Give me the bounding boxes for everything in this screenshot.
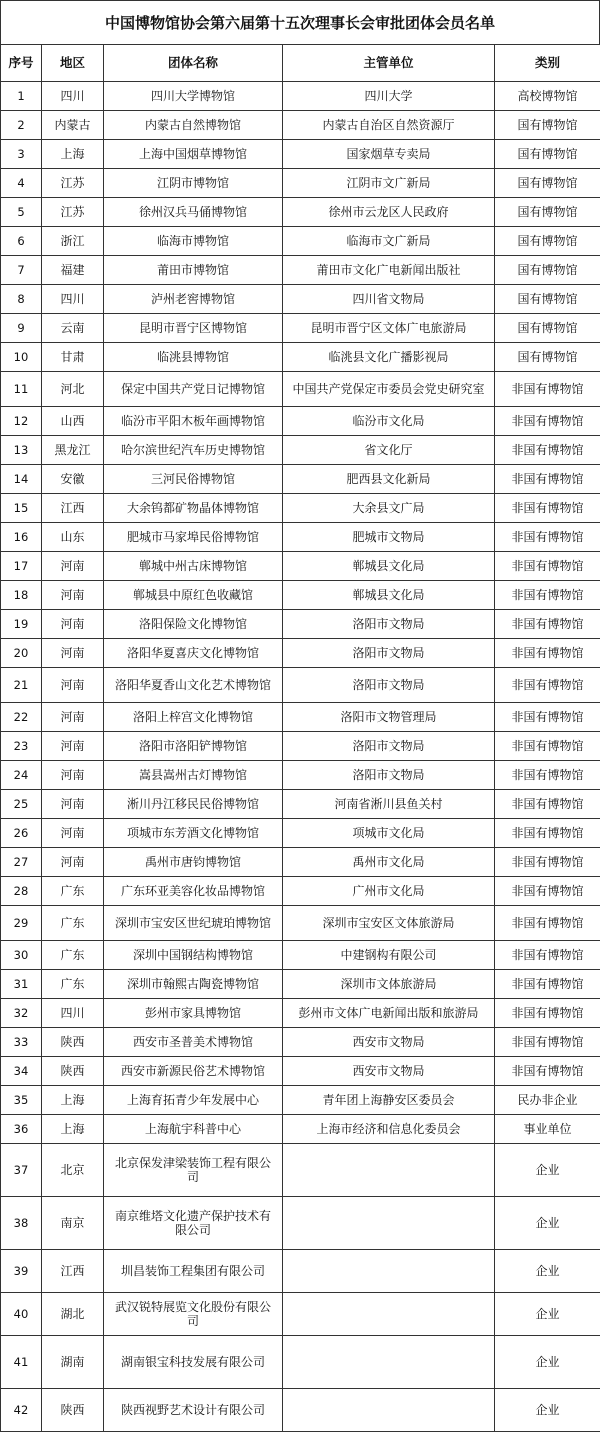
cell-org: 洛阳市文物局 (283, 668, 495, 703)
cell-org (283, 1197, 495, 1250)
cell-no: 5 (1, 198, 42, 227)
cell-type: 非国有博物馆 (495, 523, 600, 552)
cell-name: 莆田市博物馆 (104, 256, 283, 285)
cell-org: 徐州市云龙区人民政府 (283, 198, 495, 227)
cell-name: 洛阳华夏喜庆文化博物馆 (104, 639, 283, 668)
cell-name: 项城市东芳酒文化博物馆 (104, 819, 283, 848)
cell-no: 7 (1, 256, 42, 285)
cell-type: 非国有博物馆 (495, 1028, 600, 1057)
cell-no: 33 (1, 1028, 42, 1057)
cell-org: 洛阳市文物局 (283, 761, 495, 790)
cell-org: 彭州市文体广电新闻出版和旅游局 (283, 999, 495, 1028)
cell-region: 河南 (42, 668, 104, 703)
cell-region: 江西 (42, 1250, 104, 1293)
cell-name: 陕西视野艺术设计有限公司 (104, 1389, 283, 1432)
cell-org: 国家烟草专卖局 (283, 140, 495, 169)
cell-name: 临海市博物馆 (104, 227, 283, 256)
table-row (1, 1086, 600, 1115)
table-row (1, 227, 600, 256)
cell-name: 洛阳华夏香山文化艺术博物馆 (104, 668, 283, 703)
cell-org (283, 1250, 495, 1293)
cell-org: 深圳市文体旅游局 (283, 970, 495, 999)
cell-no: 10 (1, 343, 42, 372)
table-row (1, 1336, 600, 1389)
cell-name: 临洮县博物馆 (104, 343, 283, 372)
header-org: 主管单位 (283, 45, 495, 82)
cell-type: 国有博物馆 (495, 343, 600, 372)
table-row (1, 941, 600, 970)
cell-org: 临汾市文化局 (283, 407, 495, 436)
cell-name: 北京保发津梁装饰工程有限公司 (104, 1144, 283, 1197)
cell-type: 非国有博物馆 (495, 436, 600, 465)
cell-type: 国有博物馆 (495, 285, 600, 314)
cell-name: 江阴市博物馆 (104, 169, 283, 198)
table-row (1, 732, 600, 761)
cell-name: 内蒙古自然博物馆 (104, 111, 283, 140)
table-row (1, 1250, 600, 1293)
cell-type: 非国有博物馆 (495, 639, 600, 668)
cell-region: 江苏 (42, 198, 104, 227)
cell-org (283, 1389, 495, 1432)
cell-region: 广东 (42, 970, 104, 999)
table-row (1, 1028, 600, 1057)
cell-region: 河南 (42, 848, 104, 877)
cell-org: 洛阳市文物管理局 (283, 703, 495, 732)
cell-region: 上海 (42, 1086, 104, 1115)
cell-region: 江西 (42, 494, 104, 523)
cell-region: 广东 (42, 877, 104, 906)
cell-type: 非国有博物馆 (495, 1057, 600, 1086)
cell-name: 洛阳市洛阳铲博物馆 (104, 732, 283, 761)
cell-type: 非国有博物馆 (495, 790, 600, 819)
cell-org: 四川省文物局 (283, 285, 495, 314)
cell-region: 广东 (42, 941, 104, 970)
cell-no: 34 (1, 1057, 42, 1086)
cell-org: 郸城县文化局 (283, 581, 495, 610)
cell-no: 28 (1, 877, 42, 906)
cell-no: 23 (1, 732, 42, 761)
cell-region: 河南 (42, 552, 104, 581)
cell-name: 临汾市平阳木板年画博物馆 (104, 407, 283, 436)
header-no: 序号 (1, 45, 42, 82)
cell-no: 32 (1, 999, 42, 1028)
cell-no: 29 (1, 906, 42, 941)
cell-name: 泸州老窖博物馆 (104, 285, 283, 314)
cell-org: 中国共产党保定市委员会党史研究室 (283, 372, 495, 407)
table-row (1, 1293, 600, 1336)
table-row (1, 999, 600, 1028)
cell-region: 河北 (42, 372, 104, 407)
cell-type: 非国有博物馆 (495, 761, 600, 790)
cell-region: 四川 (42, 285, 104, 314)
table-row (1, 436, 600, 465)
table-row (1, 819, 600, 848)
cell-name: 彭州市家具博物馆 (104, 999, 283, 1028)
cell-region: 河南 (42, 703, 104, 732)
table-row (1, 140, 600, 169)
cell-name: 哈尔滨世纪汽车历史博物馆 (104, 436, 283, 465)
cell-region: 北京 (42, 1144, 104, 1197)
table-row (1, 581, 600, 610)
cell-type: 企业 (495, 1336, 600, 1389)
cell-no: 30 (1, 941, 42, 970)
cell-region: 上海 (42, 1115, 104, 1144)
table-row (1, 906, 600, 941)
cell-region: 河南 (42, 639, 104, 668)
cell-no: 14 (1, 465, 42, 494)
table-row (1, 343, 600, 372)
cell-no: 1 (1, 82, 42, 111)
cell-no: 15 (1, 494, 42, 523)
cell-org: 临洮县文化广播影视局 (283, 343, 495, 372)
cell-name: 郸城中州古床博物馆 (104, 552, 283, 581)
cell-name: 上海中国烟草博物馆 (104, 140, 283, 169)
header-region: 地区 (42, 45, 104, 82)
cell-org: 省文化厅 (283, 436, 495, 465)
cell-no: 25 (1, 790, 42, 819)
cell-name: 南京维塔文化遗产保护技术有限公司 (104, 1197, 283, 1250)
cell-type: 非国有博物馆 (495, 610, 600, 639)
cell-no: 42 (1, 1389, 42, 1432)
cell-no: 36 (1, 1115, 42, 1144)
cell-no: 24 (1, 761, 42, 790)
cell-org: 莆田市文化广电新闻出版社 (283, 256, 495, 285)
cell-type: 非国有博物馆 (495, 552, 600, 581)
cell-type: 非国有博物馆 (495, 703, 600, 732)
cell-name: 昆明市晋宁区博物馆 (104, 314, 283, 343)
cell-org: 上海市经济和信息化委员会 (283, 1115, 495, 1144)
cell-no: 18 (1, 581, 42, 610)
cell-no: 22 (1, 703, 42, 732)
cell-type: 企业 (495, 1250, 600, 1293)
cell-type: 非国有博物馆 (495, 906, 600, 941)
cell-no: 9 (1, 314, 42, 343)
cell-region: 安徽 (42, 465, 104, 494)
cell-region: 南京 (42, 1197, 104, 1250)
cell-type: 国有博物馆 (495, 256, 600, 285)
cell-type: 国有博物馆 (495, 314, 600, 343)
cell-name: 徐州汉兵马俑博物馆 (104, 198, 283, 227)
cell-name: 广东环亚美容化妆品博物馆 (104, 877, 283, 906)
cell-region: 江苏 (42, 169, 104, 198)
cell-no: 11 (1, 372, 42, 407)
cell-region: 四川 (42, 82, 104, 111)
cell-type: 非国有博物馆 (495, 372, 600, 407)
cell-no: 3 (1, 140, 42, 169)
table-row (1, 372, 600, 407)
cell-region: 内蒙古 (42, 111, 104, 140)
cell-region: 广东 (42, 906, 104, 941)
cell-type: 企业 (495, 1389, 600, 1432)
cell-org: 项城市文化局 (283, 819, 495, 848)
cell-no: 39 (1, 1250, 42, 1293)
cell-org: 临海市文广新局 (283, 227, 495, 256)
cell-no: 4 (1, 169, 42, 198)
cell-no: 17 (1, 552, 42, 581)
cell-region: 云南 (42, 314, 104, 343)
cell-no: 19 (1, 610, 42, 639)
cell-org: 广州市文化局 (283, 877, 495, 906)
table-row (1, 169, 600, 198)
cell-name: 洛阳上梓宫文化博物馆 (104, 703, 283, 732)
header-type: 类别 (495, 45, 600, 82)
table-row (1, 1197, 600, 1250)
cell-name: 深圳市翰熙古陶瓷博物馆 (104, 970, 283, 999)
cell-region: 上海 (42, 140, 104, 169)
cell-type: 非国有博物馆 (495, 668, 600, 703)
cell-name: 西安市圣普美术博物馆 (104, 1028, 283, 1057)
cell-name: 深圳市宝安区世纪琥珀博物馆 (104, 906, 283, 941)
table-row (1, 111, 600, 140)
cell-name: 武汉锐特展览文化股份有限公司 (104, 1293, 283, 1336)
cell-no: 35 (1, 1086, 42, 1115)
cell-name: 上海航宇科普中心 (104, 1115, 283, 1144)
cell-name: 西安市新源民俗艺术博物馆 (104, 1057, 283, 1086)
cell-name: 嵩县嵩州古灯博物馆 (104, 761, 283, 790)
cell-name: 深圳中国钢结构博物馆 (104, 941, 283, 970)
table-row (1, 285, 600, 314)
table-row (1, 1144, 600, 1197)
cell-no: 26 (1, 819, 42, 848)
cell-type: 非国有博物馆 (495, 848, 600, 877)
cell-type: 企业 (495, 1144, 600, 1197)
table-row (1, 639, 600, 668)
cell-region: 河南 (42, 790, 104, 819)
table-row (1, 1389, 600, 1432)
cell-no: 31 (1, 970, 42, 999)
cell-region: 浙江 (42, 227, 104, 256)
table-row (1, 877, 600, 906)
cell-name: 郸城县中原红色收藏馆 (104, 581, 283, 610)
cell-region: 河南 (42, 761, 104, 790)
cell-region: 湖北 (42, 1293, 104, 1336)
cell-org: 洛阳市文物局 (283, 732, 495, 761)
cell-type: 国有博物馆 (495, 140, 600, 169)
cell-no: 16 (1, 523, 42, 552)
cell-name: 三河民俗博物馆 (104, 465, 283, 494)
cell-type: 非国有博物馆 (495, 819, 600, 848)
cell-no: 37 (1, 1144, 42, 1197)
cell-region: 河南 (42, 581, 104, 610)
cell-org (283, 1293, 495, 1336)
cell-no: 2 (1, 111, 42, 140)
cell-org: 昆明市晋宁区文体广电旅游局 (283, 314, 495, 343)
cell-no: 40 (1, 1293, 42, 1336)
cell-org (283, 1144, 495, 1197)
cell-region: 陕西 (42, 1057, 104, 1086)
cell-name: 湖南银宝科技发展有限公司 (104, 1336, 283, 1389)
cell-org: 肥城市文物局 (283, 523, 495, 552)
cell-org: 大余县文广局 (283, 494, 495, 523)
table-row (1, 790, 600, 819)
cell-no: 8 (1, 285, 42, 314)
cell-region: 山西 (42, 407, 104, 436)
table-row (1, 314, 600, 343)
cell-no: 6 (1, 227, 42, 256)
cell-region: 四川 (42, 999, 104, 1028)
cell-type: 非国有博物馆 (495, 877, 600, 906)
cell-org: 西安市文物局 (283, 1057, 495, 1086)
cell-name: 四川大学博物馆 (104, 82, 283, 111)
cell-region: 山东 (42, 523, 104, 552)
cell-org: 肥西县文化新局 (283, 465, 495, 494)
table-header-row (1, 45, 600, 82)
cell-name: 圳昌装饰工程集团有限公司 (104, 1250, 283, 1293)
cell-name: 保定中国共产党日记博物馆 (104, 372, 283, 407)
cell-org: 深圳市宝安区文体旅游局 (283, 906, 495, 941)
table-row (1, 848, 600, 877)
cell-type: 企业 (495, 1197, 600, 1250)
member-table (0, 44, 600, 1432)
cell-type: 国有博物馆 (495, 169, 600, 198)
cell-region: 黑龙江 (42, 436, 104, 465)
header-name: 团体名称 (104, 45, 283, 82)
cell-org: 郸城县文化局 (283, 552, 495, 581)
table-row (1, 523, 600, 552)
document-title: 中国博物馆协会第六届第十五次理事长会审批团体会员名单 (0, 0, 600, 44)
cell-type: 非国有博物馆 (495, 732, 600, 761)
cell-type: 高校博物馆 (495, 82, 600, 111)
cell-org: 江阴市文广新局 (283, 169, 495, 198)
table-row (1, 1057, 600, 1086)
cell-org: 禹州市文化局 (283, 848, 495, 877)
cell-region: 湖南 (42, 1336, 104, 1389)
table-row (1, 407, 600, 436)
cell-org: 洛阳市文物局 (283, 639, 495, 668)
cell-type: 非国有博物馆 (495, 581, 600, 610)
cell-name: 肥城市马家埠民俗博物馆 (104, 523, 283, 552)
cell-type: 非国有博物馆 (495, 494, 600, 523)
cell-org: 青年团上海静安区委员会 (283, 1086, 495, 1115)
table-row (1, 761, 600, 790)
cell-region: 陕西 (42, 1028, 104, 1057)
table-row (1, 552, 600, 581)
cell-no: 21 (1, 668, 42, 703)
table-row (1, 198, 600, 227)
cell-region: 甘肃 (42, 343, 104, 372)
cell-region: 福建 (42, 256, 104, 285)
cell-no: 27 (1, 848, 42, 877)
cell-name: 淅川丹江移民民俗博物馆 (104, 790, 283, 819)
cell-type: 事业单位 (495, 1115, 600, 1144)
table-row (1, 494, 600, 523)
cell-no: 38 (1, 1197, 42, 1250)
cell-region: 河南 (42, 610, 104, 639)
cell-no: 20 (1, 639, 42, 668)
cell-name: 大余钨都矿物晶体博物馆 (104, 494, 283, 523)
cell-org: 洛阳市文物局 (283, 610, 495, 639)
cell-type: 非国有博物馆 (495, 941, 600, 970)
table-row (1, 610, 600, 639)
cell-org: 西安市文物局 (283, 1028, 495, 1057)
table-row (1, 465, 600, 494)
cell-region: 陕西 (42, 1389, 104, 1432)
cell-type: 非国有博物馆 (495, 999, 600, 1028)
cell-no: 12 (1, 407, 42, 436)
cell-org: 中建钢构有限公司 (283, 941, 495, 970)
cell-name: 禹州市唐钧博物馆 (104, 848, 283, 877)
cell-region: 河南 (42, 819, 104, 848)
table-row (1, 703, 600, 732)
cell-type: 国有博物馆 (495, 227, 600, 256)
cell-type: 非国有博物馆 (495, 465, 600, 494)
cell-type: 国有博物馆 (495, 111, 600, 140)
table-row (1, 668, 600, 703)
cell-region: 河南 (42, 732, 104, 761)
table-body (1, 82, 600, 1432)
cell-org: 内蒙古自治区自然资源厅 (283, 111, 495, 140)
cell-name: 洛阳保险文化博物馆 (104, 610, 283, 639)
cell-type: 国有博物馆 (495, 198, 600, 227)
cell-type: 企业 (495, 1293, 600, 1336)
table-row (1, 970, 600, 999)
cell-org: 河南省淅川县鱼关村 (283, 790, 495, 819)
table-row (1, 82, 600, 111)
cell-type: 非国有博物馆 (495, 970, 600, 999)
cell-org (283, 1336, 495, 1389)
cell-org: 四川大学 (283, 82, 495, 111)
cell-no: 41 (1, 1336, 42, 1389)
cell-type: 民办非企业 (495, 1086, 600, 1115)
table-row (1, 256, 600, 285)
table-row (1, 1115, 600, 1144)
cell-type: 非国有博物馆 (495, 407, 600, 436)
cell-name: 上海育拓青少年发展中心 (104, 1086, 283, 1115)
cell-no: 13 (1, 436, 42, 465)
